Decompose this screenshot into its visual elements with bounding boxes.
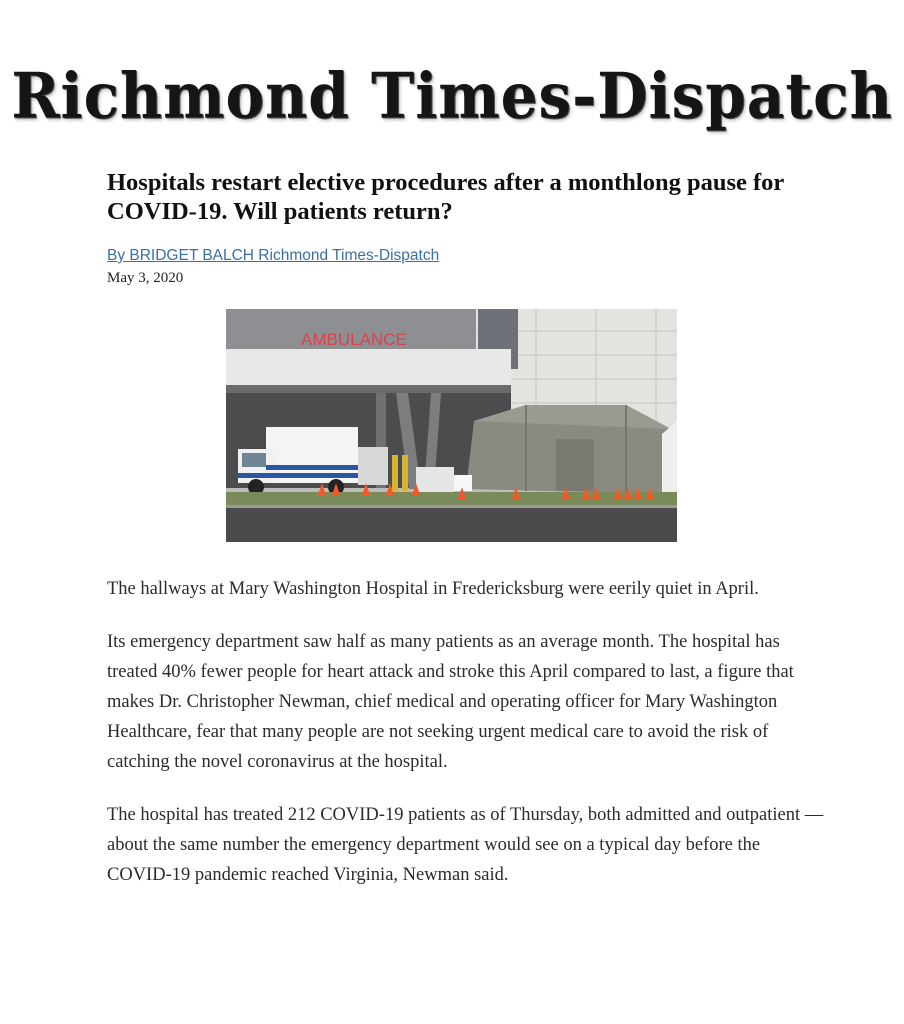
newspaper-masthead: Richmond Times-Dispatch <box>11 59 893 133</box>
ambulance-sign-text: AMBULANCE <box>301 330 407 349</box>
article-photo <box>226 309 677 542</box>
byline-link[interactable]: By BRIDGET BALCH Richmond Times-Dispatch <box>107 247 440 264</box>
article-paragraph: The hospital has treated 212 COVID-19 patients as of Thursday, both admitted and outpatient — about the same number the emergency department would see on a typical day before the COVID-19 pandemic reached Virginia, Newman said. <box>107 805 824 885</box>
publish-date: May 3, 2020 <box>107 270 184 286</box>
article-paragraph: Its emergency department saw half as many patients as an average month. The hospital has treated 40% fewer people for heart attack and stroke this April compared to last, a figure that makes Dr. Christopher Newman, chief medical and operating officer for Mary Washington Healthcare, fear that many people are not seeking urgent medical care to avoid the risk of catching the novel coronavirus at the hospital. <box>107 632 794 772</box>
article-headline: Hospitals restart elective procedures after a monthlong pause for COVID-19. Will patients return? <box>107 169 784 225</box>
article-body <box>107 574 827 913</box>
article-paragraph: The hallways at Mary Washington Hospital in Fredericksburg were eerily quiet in April. <box>107 579 759 599</box>
